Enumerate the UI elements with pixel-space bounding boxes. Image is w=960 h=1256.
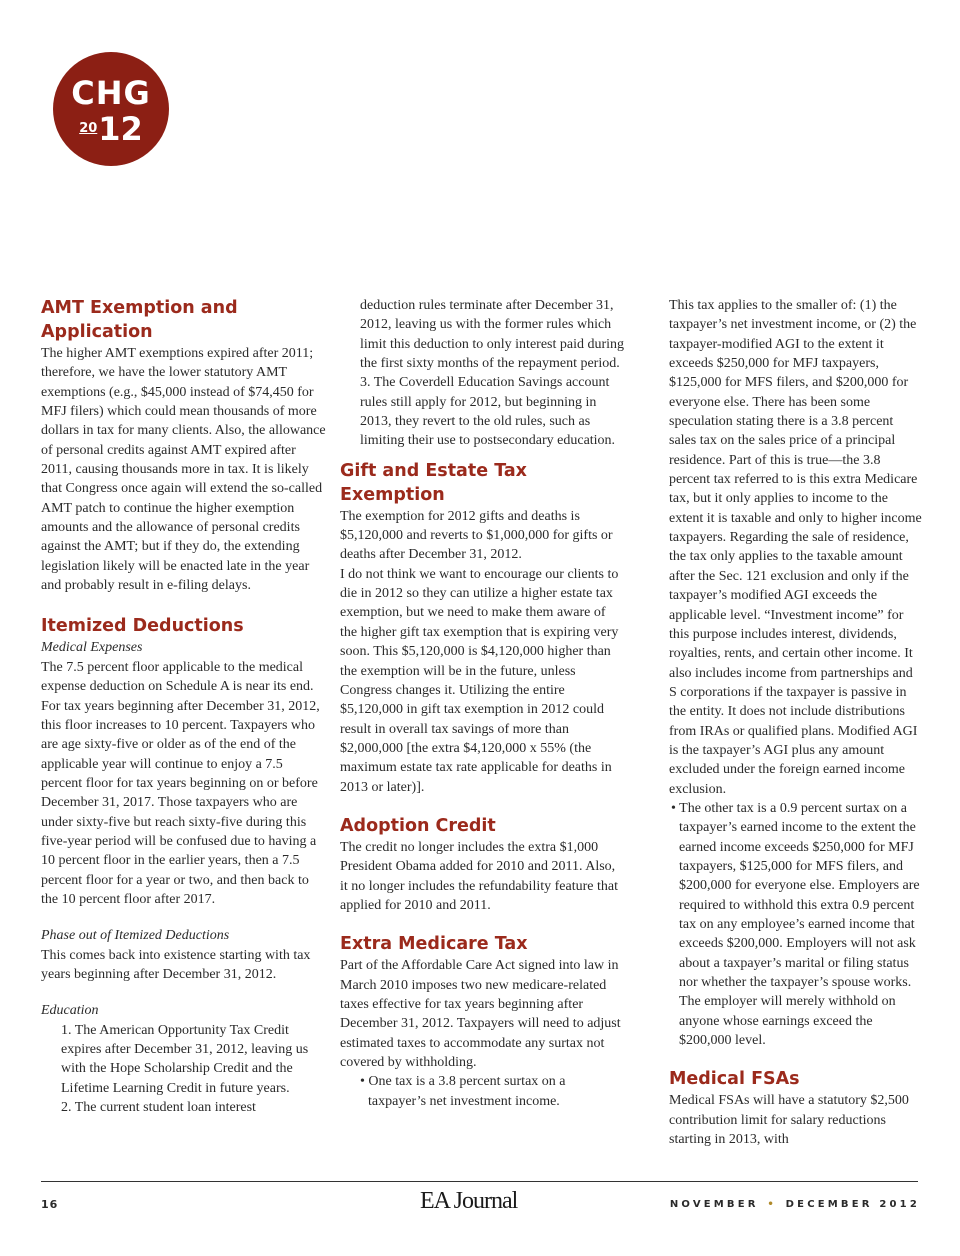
fsa-body: Medical FSAs will have a statutory $2,500 contribution limit for salary reductions starting in 2013, with	[669, 1093, 909, 1148]
gift-heading: Gift and Estate Tax Exemption	[340, 460, 527, 505]
column-2	[340, 296, 626, 1111]
issue-date	[670, 1199, 920, 1210]
phaseout-subheading: Phase out of Itemized Deductions	[41, 928, 230, 944]
logo-year-suffix: 12	[98, 110, 143, 148]
education-continued: deduction rules terminate after December 31, 2012, leaving us with the former rules which limit this deduction to only interest paid during the first sixty months of the repayment period.	[360, 298, 625, 372]
medicare-bullet-2: • The other tax is a 0.9 percent surtax on a taxpayer’s earned income to the extent the earned income exceeds $250,000 for MFJ taxpayers, $125,000 for MFS filers, and $200,000 for everyone else. Employers are required to withhold this extra 0.9 percent tax on any employee’s earned income that exceeds $200,000. Employers will not ask about a taxpayer’s marital or filing status nor whether the taxpayer’s spouse works. The employer will merely withhold on anyone whose earnings exceed the $200,000 level.	[671, 800, 920, 1049]
page-number: 16	[41, 1198, 59, 1211]
amt-heading: AMT Exemption and Application	[41, 298, 238, 342]
medicare-body: Part of the Affordable Care Act signed into law in March 2010 imposes two new medicare-related taxes effective for tax years beginning after December 31, 2012. Taxpayers will need to adjust estimated taxes to accommodate any surtax not covered by withholding.	[340, 958, 621, 1070]
medicare-bullet-1: • One tax is a 3.8 percent surtax on a taxpayer’s net investment income.	[360, 1074, 566, 1109]
chg-2012-logo	[53, 52, 169, 166]
education-item-2: 2. The current student loan interest	[61, 1100, 256, 1116]
fsa-heading: Medical FSAs	[669, 1069, 800, 1090]
journal-logo: EA Journal	[420, 1188, 518, 1214]
medicare-heading: Extra Medicare Tax	[340, 934, 528, 955]
logo-year	[53, 112, 169, 146]
medical-subheading: Medical Expenses	[41, 640, 143, 656]
amt-body: The higher AMT exemptions expired after 2011; therefore, we have the lower statutory AMT exemptions (e.g., $45,000 instead of $74,450 for MFJ filers) which could mean thousands of more dollars in tax for many clients. Also, the allowance of personal credits against AMT expired after 2011, causing thousands more in tax. It is likely that Congress once again will extend the so-called AMT patch to continue the higher exemption amounts and the allowance of personal credits against the AMT; but if they do, the extending legislation likely will be enacted late in the year and probably result in e-filing delays.	[41, 346, 326, 594]
gift-body-1: The exemption for 2012 gifts and deaths is $5,120,000 and reverts to $1,000,000 for gifts or deaths after December 31, 2012.	[340, 508, 613, 563]
adoption-heading: Adoption Credit	[340, 815, 496, 836]
education-item-1: 1. The American Opportunity Tax Credit expires after December 31, 2012, leaving us with the Hope Scholarship Credit and the Lifetime Learning Credit in future years.	[61, 1022, 309, 1096]
column-3	[669, 296, 924, 1149]
medicare-continued: This tax applies to the smaller of: (1) the taxpayer’s net investment income, or (2) the taxpayer-modified AGI to the extent it exceeds $250,000 for MFJ taxpayers, $125,000 for MFS filers, and $200,000 for everyone else. There has been some speculation stating there is a 3.8 percent sales tax on the sales price of a principal residence. Part of this is true—the 3.8 percent tax referred to is this extra Medicare tax, but it only applies to income to the extent it is taxable and only to higher income taxpayers. Regarding the sale of residence, the tax only applies to the taxable amount after the Sec. 121 exclusion and only if the taxpayer’s modified AGI exceeds the applicable level. “Investment income” for this purpose includes interest, dividends, royalties, rents, and certain other income. It also includes income from partnerships and S corporations if the taxpayer is passive in the entity. It does not include distributions from IRAs or qualified plans. Modified AGI is the taxpayer’s AGI plus any amount excluded under the foreign earned income exclusion.	[669, 298, 922, 797]
issue-right: DECEMBER 2012	[785, 1199, 920, 1210]
adoption-body: The credit no longer includes the extra $1,000 President Obama added for 2010 and 2011. Also, it no longer includes the refundability feature that applied for 2010 and 2011.	[340, 839, 618, 913]
issue-left: NOVEMBER	[669, 1199, 759, 1210]
logo-chg-text: CHG	[71, 74, 151, 112]
issue-separator: •	[767, 1199, 777, 1210]
footer-rule	[41, 1181, 918, 1182]
medical-body: The 7.5 percent floor applicable to the medical expense deduction on Schedule A is near its end. For tax years beginning after December 31, 2012, this floor increases to 10 percent. Taxpayers who are age sixty-five or older as of the end of the applicable year will continue to enjoy a 7.5 percent floor for tax years beginning on or before December 31, 2017. Those taxpayers who are under sixty-five but reach sixty-five during this five-year period will be confused due to having a 10 percent floor in the earlier years, then a 7.5 percent floor for a year or two, and then back to the 10 percent floor after 2017.	[41, 659, 320, 907]
itemized-heading: Itemized Deductions	[41, 616, 244, 637]
education-subheading: Education	[41, 1003, 99, 1019]
education-item-3: 3. The Coverdell Education Savings account rules still apply for 2012, but beginning in 2013, they revert to the old rules, such as limiting their use to postsecondary education.	[360, 375, 616, 449]
logo-year-prefix: 20	[79, 121, 98, 136]
gift-body-2: I do not think we want to encourage our clients to die in 2012 so they can utilize a higher estate tax exemption, but we need to make them aware of the higher gift tax exemption that is expiring very soon. This $5,120,000 is $4,120,000 higher than the exemption will be in the future, unless Congress changes it. Utilizing the entire $5,120,000 in gift tax exemption in 2012 could result in overall tax savings of more than $2,000,000 [the extra $4,120,000 x 55% (the maximum estate tax rate applicable for deaths in 2013 or later)].	[340, 566, 619, 795]
column-1	[41, 296, 326, 1117]
phaseout-body: This comes back into existence starting with tax years beginning after December 31, 2012.	[41, 947, 311, 982]
